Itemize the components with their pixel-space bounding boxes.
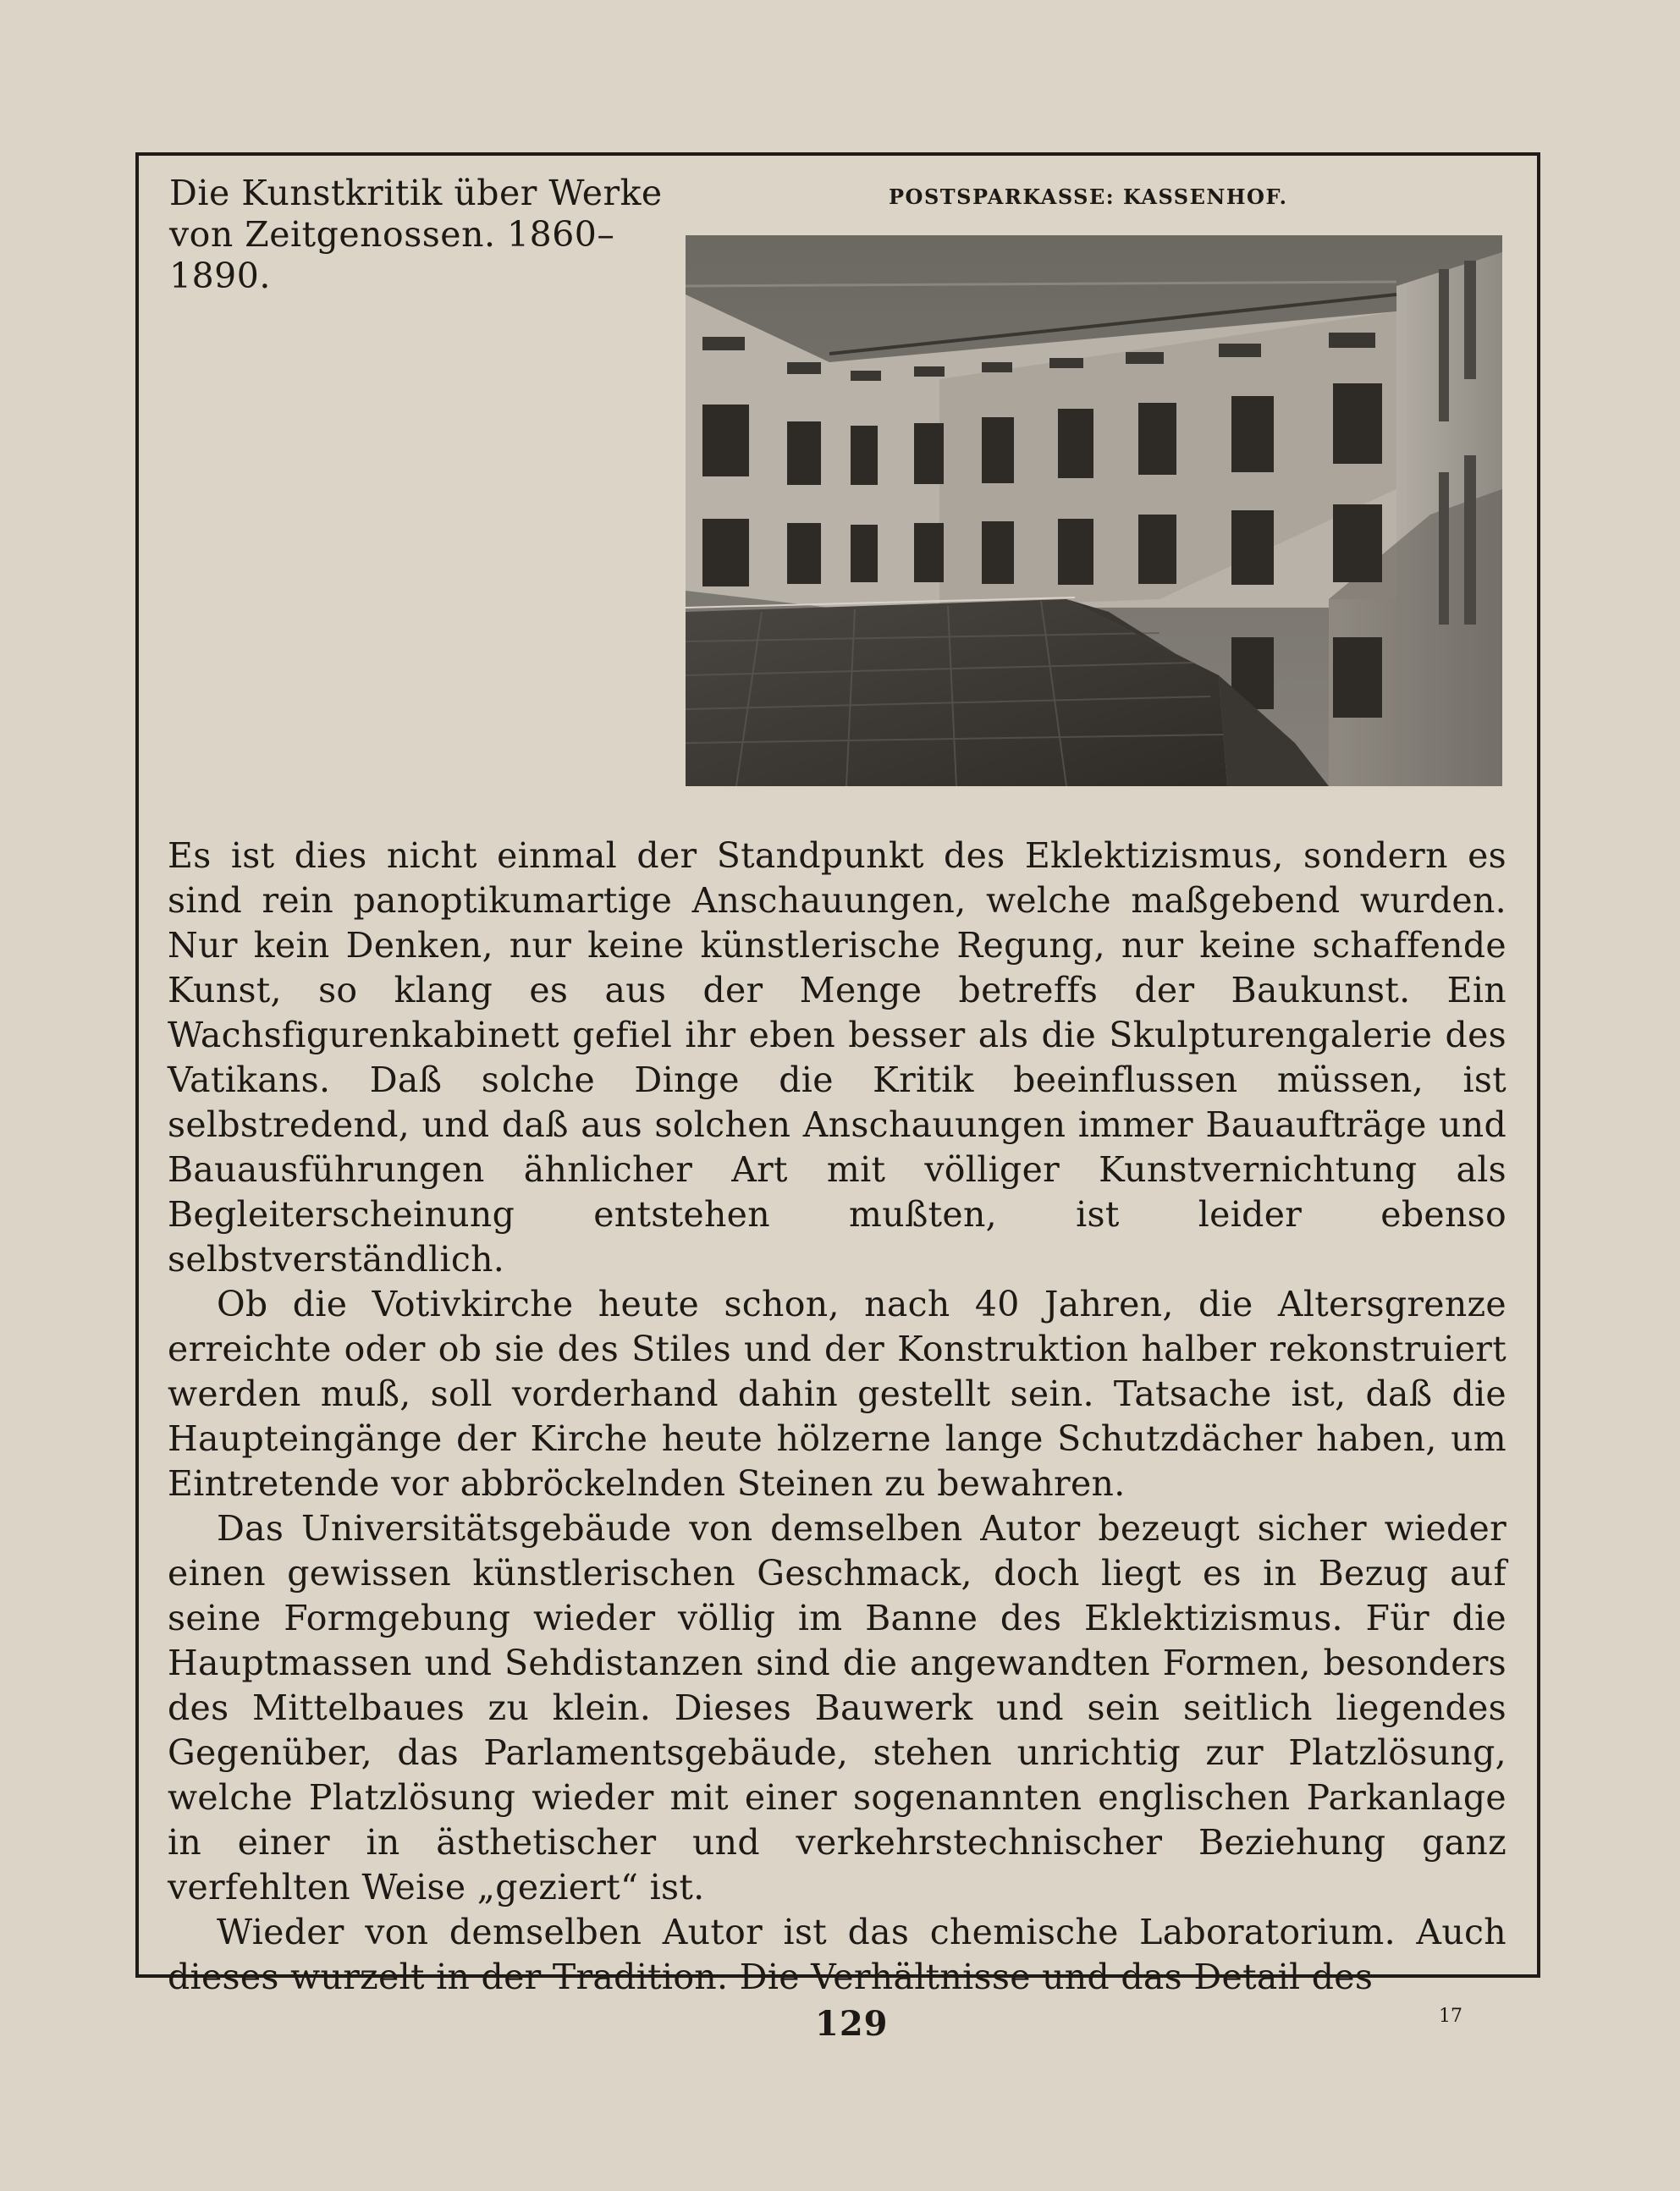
paragraph: Wieder von demselben Autor ist das chemische Laboratorium. Auch dieses wurzelt in der Tradition. Die Verhältnisse und das Detail des xyxy=(168,1912,1506,1997)
page-number: 129 xyxy=(815,2004,889,2044)
running-head xyxy=(169,173,711,297)
signature-mark: 17 xyxy=(1439,2006,1462,2027)
body-text xyxy=(168,834,1506,2000)
paragraph: Das Universitätsgebäude von demselben Autor bezeugt sicher wieder einen gewissen künstlerischen Geschmack, doch liegt es in Bezug auf seine Formgebung wieder völlig im Banne des Eklektizismus. Für die Hauptmassen und Sehdistanzen sind die angewandten Formen, besonders des Mittelbaues zu klein. Dieses Bauwerk und sein seitlich liegendes Gegenüber, das Parlamentsgebäude, stehen unrichtig zur Platzlösung, welche Platzlösung wieder mit einer sogenannten englischen Parkanlage in einer in ästhetischer und verkehrstechnischer Beziehung ganz verfehlten Weise „geziert“ ist. xyxy=(168,1508,1506,1907)
figure-caption: POSTSPARKASSE: KASSENHOF. xyxy=(889,184,1288,209)
paragraph: Ob die Votivkirche heute schon, nach 40 Jahren, die Altersgrenze erreichte oder ob sie des Stiles und der Konstruktion halber rekonstruiert werden muß, soll vorderhand dahin gestellt sein. Tatsache ist, daß die Haupteingänge der Kirche heute hölzerne lange Schutzdächer haben, um Eintretende vor abbröckelnden Steinen zu bewahren. xyxy=(168,1284,1506,1504)
courtyard-photo xyxy=(686,235,1502,786)
running-head-line-1: Die Kunstkritik über Werke xyxy=(169,173,663,213)
paragraph: Es ist dies nicht einmal der Standpunkt des Eklektizismus, sondern es sind rein panoptikumartige Anschauungen, welche maßgebend wurden. Nur kein Denken, nur keine künstlerische Regung, nur keine schaffende Kunst, so klang es aus der Menge betreffs der Baukunst. Ein Wachsfigurenkabinett gefiel ihr eben besser als die Skulpturengalerie des Vatikans. Daß solche Dinge die Kritik beeinflussen müssen, ist selbstredend, und daß aus solchen Anschauungen immer Bauaufträge und Bauausführungen ähnlicher Art mit völliger Kunstvernichtung als Begleiterscheinung entstehen mußten, ist leider ebenso selbstverständlich. xyxy=(168,835,1506,1280)
running-head-line-2: von Zeitgenossen. 1860–1890. xyxy=(169,214,615,296)
